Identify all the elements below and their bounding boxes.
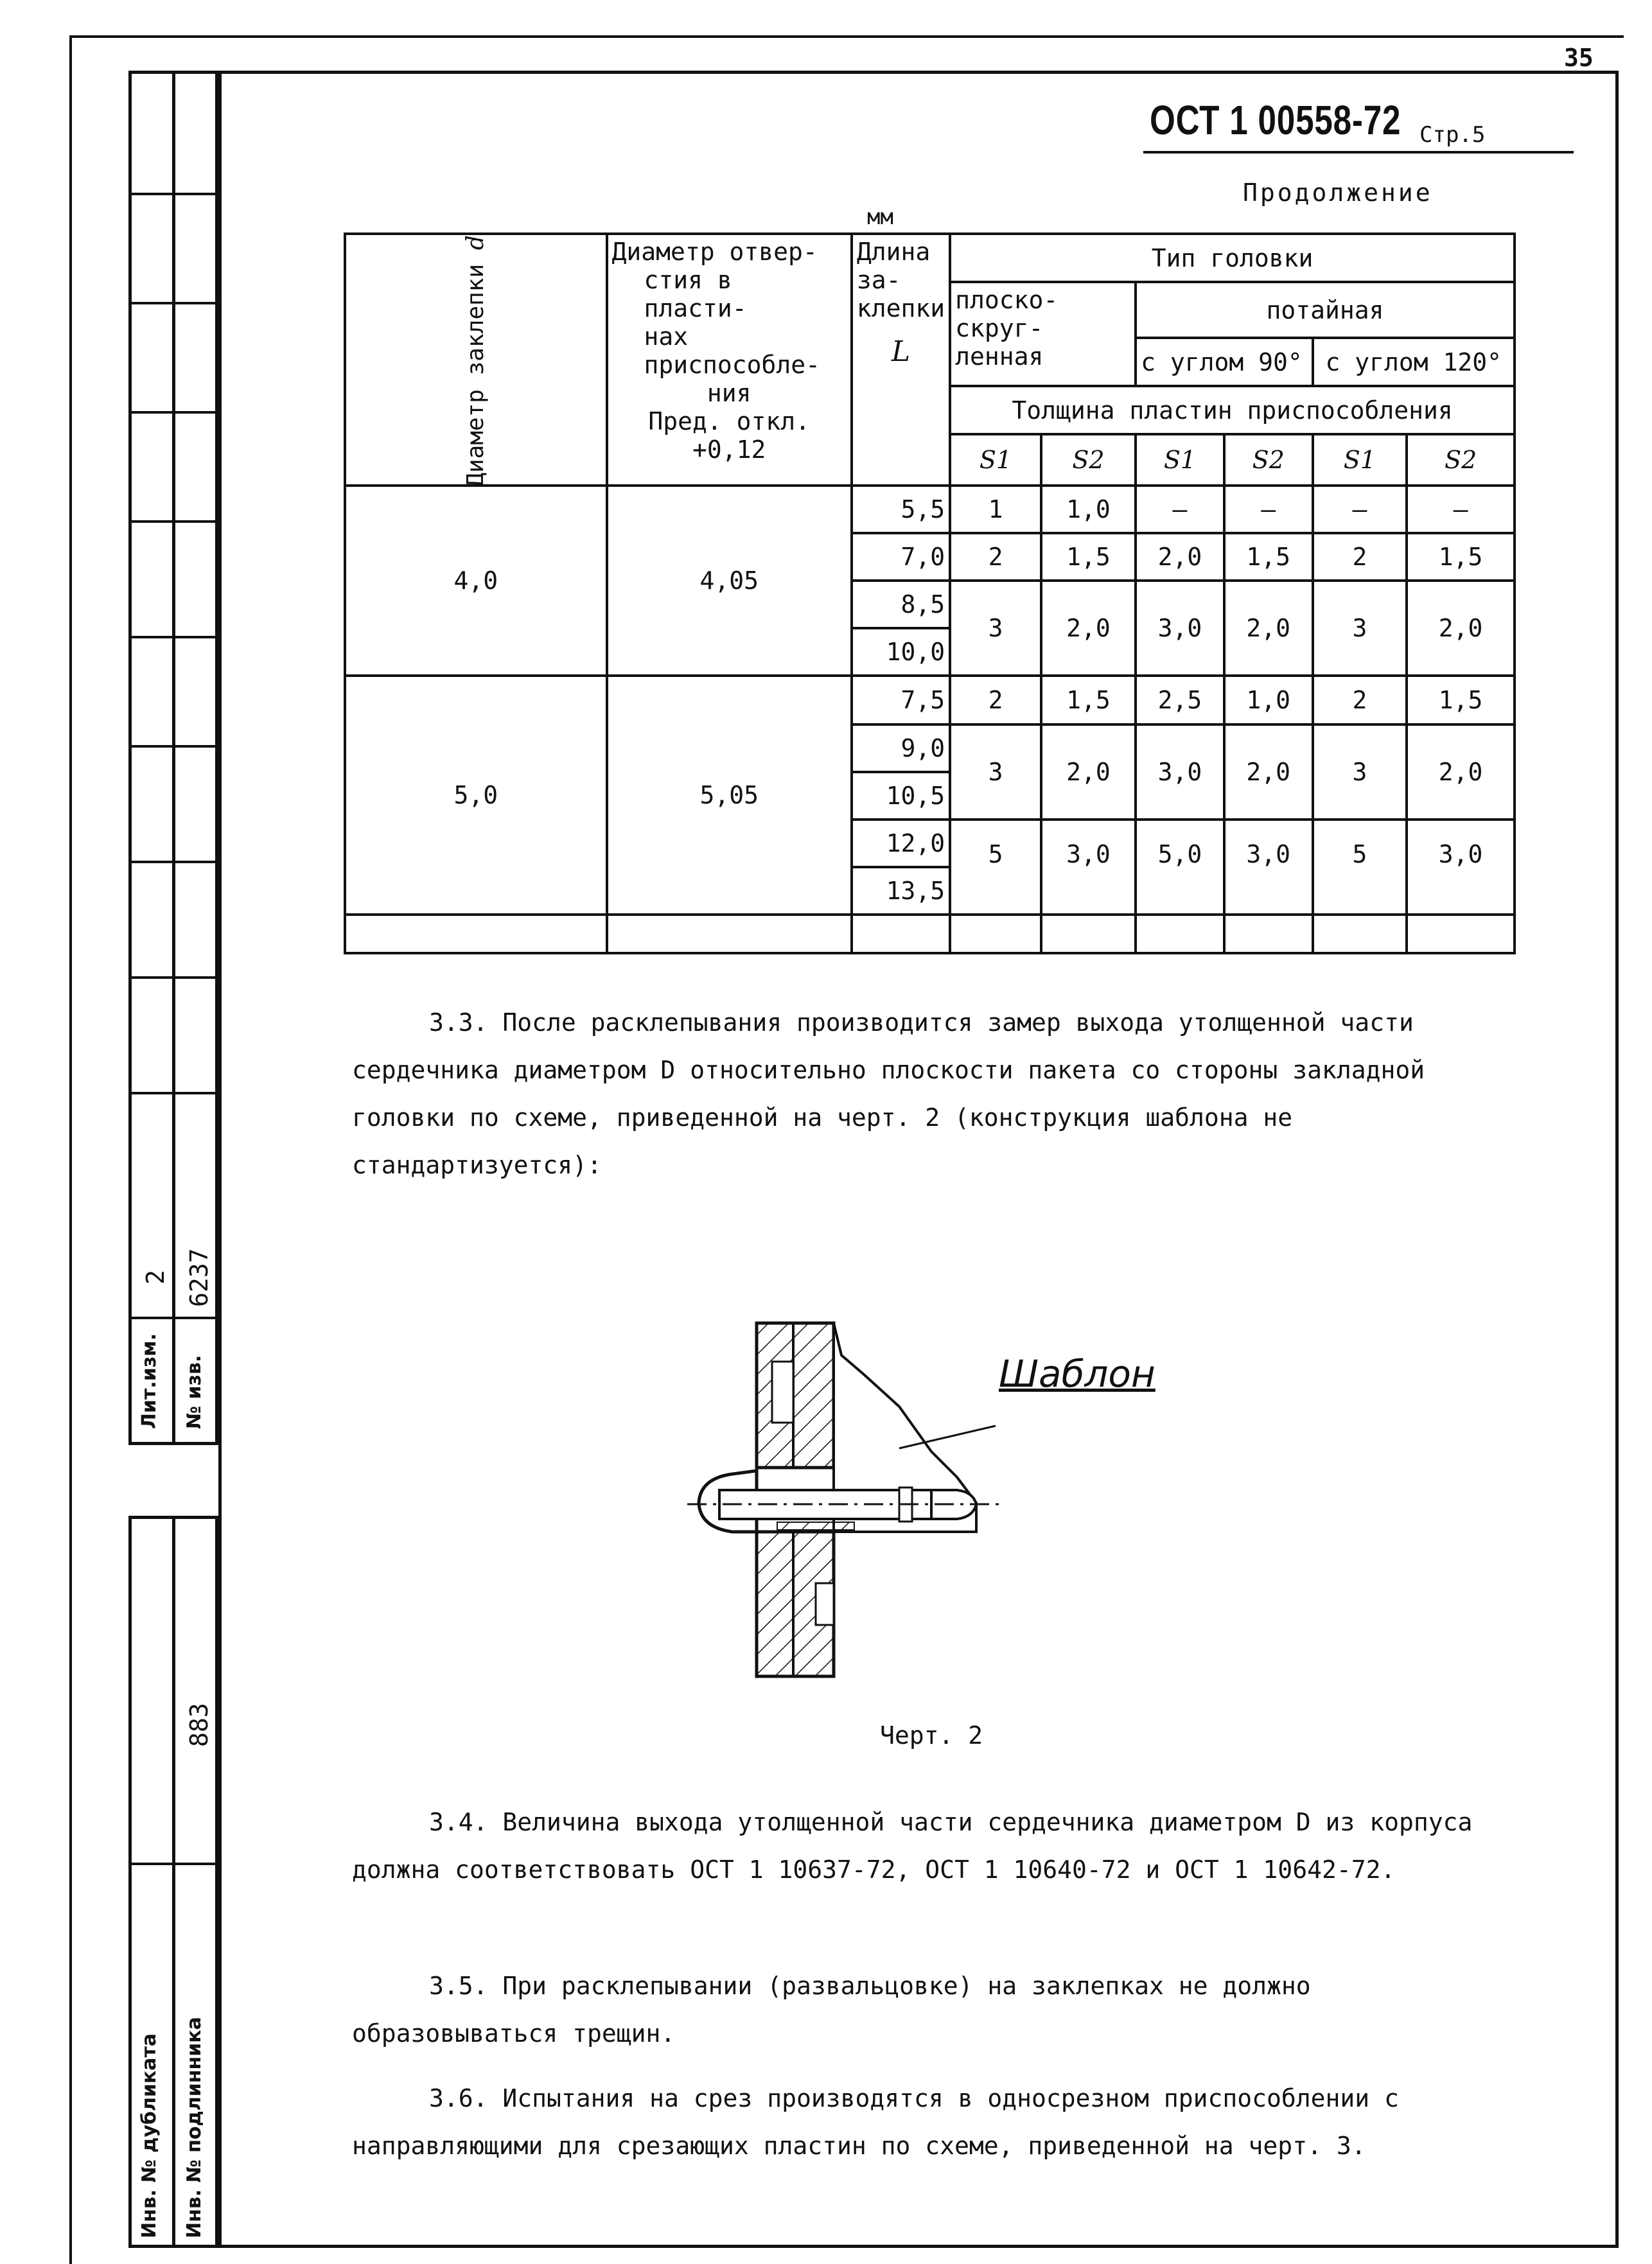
no-izv-value: 6237 bbox=[185, 1248, 213, 1307]
cell-value: 3 bbox=[950, 724, 1041, 820]
header-flat-round-line: плоско-скруг- bbox=[955, 286, 1059, 342]
stamp-grid-line bbox=[128, 1092, 218, 1094]
stamp-grid-line bbox=[128, 1317, 218, 1319]
page-number: 35 bbox=[1564, 44, 1594, 72]
cell-value: 5 bbox=[950, 820, 1041, 915]
cell-value: 5 bbox=[1313, 820, 1407, 915]
cell-value: – bbox=[1224, 486, 1313, 533]
header-hole-diameter bbox=[607, 234, 852, 486]
cell-hole: 4,05 bbox=[607, 486, 852, 676]
stamp-grid-line bbox=[128, 745, 218, 748]
cell-value: 2,0 bbox=[1041, 724, 1136, 820]
header-diameter-text: Диаметр заклепки bbox=[462, 263, 489, 487]
cell-value: 3,0 bbox=[1224, 820, 1313, 915]
document-code: ОСТ 1 00558-72 bbox=[1150, 97, 1402, 143]
cell-value: 1,5 bbox=[1407, 533, 1515, 581]
header-length-symbol: L bbox=[891, 335, 911, 368]
header-s2: S2 bbox=[1407, 434, 1515, 486]
cell-diameter: 5,0 bbox=[345, 676, 607, 915]
lit-izm-label: Лит.изм. bbox=[138, 1333, 161, 1429]
cell-value: 2,0 bbox=[1407, 724, 1515, 820]
header-hole-line: нах приспособле- bbox=[644, 322, 821, 379]
header-length bbox=[852, 234, 950, 486]
header-s1: S1 bbox=[1136, 434, 1224, 486]
cell-value: 2,0 bbox=[1136, 533, 1224, 581]
cell-length: 13,5 bbox=[852, 867, 950, 915]
inv-podl-label: Инв. № подлинника bbox=[183, 2017, 206, 2238]
cell-value: 3,0 bbox=[1407, 820, 1515, 915]
cell-length: 7,5 bbox=[852, 676, 950, 724]
stamp-grid-line bbox=[128, 976, 218, 979]
header-hole-line: ния bbox=[707, 379, 751, 407]
cell-value: 3 bbox=[950, 581, 1041, 676]
header-countersunk: потайная bbox=[1136, 282, 1515, 338]
paragraph-3-3: 3.3. После расклепывания производится замер выхода утолщенной части сердечника диаметром D относительно плоскости пакета со стороны закладной головки по схеме, приведенной на черт. 2 (конструкция шаблона не стандартизуется): bbox=[352, 1008, 1425, 1179]
cell-value: 1,5 bbox=[1041, 676, 1136, 724]
header-diameter bbox=[463, 235, 489, 487]
stamp-grid-line bbox=[128, 302, 218, 304]
document-page-label: Стр.5 bbox=[1419, 122, 1486, 148]
header-length-line: Длина bbox=[856, 238, 931, 266]
inv-dubl-label: Инв. № дубликата bbox=[138, 2033, 161, 2238]
cell-value: 1,0 bbox=[1224, 676, 1313, 724]
no-izv-label: № изв. bbox=[183, 1355, 206, 1429]
lit-izm-value: 2 bbox=[141, 1270, 170, 1285]
cell-value: 2,0 bbox=[1224, 581, 1313, 676]
figure-caption: Черт. 2 bbox=[880, 1721, 983, 1750]
cell-length: 5,5 bbox=[852, 486, 950, 533]
rivet-spec-table bbox=[344, 233, 1516, 954]
cell-value: – bbox=[1407, 486, 1515, 533]
cell-diameter: 4,0 bbox=[345, 486, 607, 676]
cell-hole: 5,05 bbox=[607, 676, 852, 915]
cell-value: 3 bbox=[1313, 581, 1407, 676]
cell-value: 2 bbox=[950, 533, 1041, 581]
table-row bbox=[345, 676, 1515, 724]
cell-value: 3,0 bbox=[1136, 724, 1224, 820]
cell-value: 2 bbox=[950, 676, 1041, 724]
header-plate-thickness: Толщина пластин приспособления bbox=[950, 386, 1515, 434]
cell-length: 7,0 bbox=[852, 533, 950, 581]
header-hole-line: Диаметр отвер- bbox=[611, 238, 818, 266]
stamp-grid-line bbox=[128, 411, 218, 414]
header-s1: S1 bbox=[950, 434, 1041, 486]
paragraph-3-5: 3.5. При расклепывании (развальцовке) на заклепках не должно образовываться трещин. bbox=[352, 1972, 1311, 2048]
cell-value: 1,5 bbox=[1224, 533, 1313, 581]
header-flat-round bbox=[950, 282, 1136, 386]
stamp-grid-line bbox=[128, 636, 218, 638]
header-diameter-symbol: d bbox=[462, 235, 489, 250]
cell-value: 2 bbox=[1313, 676, 1407, 724]
page-edge-line bbox=[69, 35, 72, 2264]
table-row bbox=[345, 486, 1515, 533]
paragraph-3-4: 3.4. Величина выхода утолщенной части сердечника диаметром D из корпуса должна соответствовать ОСТ 1 10637-72, ОСТ 1 10640-72 и ОСТ 1 10642-72. bbox=[352, 1808, 1473, 1884]
stamp-grid-line bbox=[128, 861, 218, 863]
cell-length: 10,5 bbox=[852, 772, 950, 820]
stamp-grid-line bbox=[128, 1863, 218, 1865]
stamp-grid-line bbox=[128, 193, 218, 195]
cell-value: 3,0 bbox=[1041, 820, 1136, 915]
cell-value: 1 bbox=[950, 486, 1041, 533]
cell-length: 9,0 bbox=[852, 724, 950, 772]
header-s1: S1 bbox=[1313, 434, 1407, 486]
cell-value: 3,0 bbox=[1136, 581, 1224, 676]
cell-value: 3 bbox=[1313, 724, 1407, 820]
header-hole-line: Пред. откл. bbox=[648, 407, 811, 435]
header-underline bbox=[1143, 151, 1574, 154]
header-hole-line: стия в пласти- bbox=[644, 266, 747, 322]
rivet-gauge-figure bbox=[681, 1310, 1015, 1689]
cell-value: 2 bbox=[1313, 533, 1407, 581]
cell-value: 2,0 bbox=[1041, 581, 1136, 676]
header-diameter-cell bbox=[345, 234, 607, 486]
header-length-line: за- bbox=[856, 266, 901, 294]
side-stamp-divider bbox=[172, 71, 175, 1445]
plate-upper bbox=[757, 1323, 834, 1468]
continuation-label: Продолжение bbox=[1243, 179, 1433, 207]
cell-value: 2,0 bbox=[1407, 581, 1515, 676]
table-row-spacer bbox=[345, 915, 1515, 953]
header-hole-line: +0,12 bbox=[692, 435, 766, 464]
units-label: мм bbox=[867, 204, 893, 230]
header-angle-120: с углом 120° bbox=[1313, 338, 1515, 386]
inv-podl-value: 883 bbox=[185, 1703, 213, 1747]
header-angle-90: с углом 90° bbox=[1136, 338, 1313, 386]
cell-value: – bbox=[1136, 486, 1224, 533]
header-s2: S2 bbox=[1041, 434, 1136, 486]
cell-value: 5,0 bbox=[1136, 820, 1224, 915]
paragraph-3-6: 3.6. Испытания на срез производятся в односрезном приспособлении с направляющими для срезающих пластин по схеме, приведенной на черт. 3. bbox=[352, 2084, 1399, 2160]
figure-label-template: Шаблон bbox=[999, 1352, 1156, 1396]
cell-length: 8,5 bbox=[852, 581, 950, 628]
cell-length: 12,0 bbox=[852, 820, 950, 867]
header-s2: S2 bbox=[1224, 434, 1313, 486]
header-head-type: Тип головки bbox=[950, 234, 1515, 282]
stamp-grid-line bbox=[128, 520, 218, 523]
header-flat-round-line: ленная bbox=[955, 342, 1044, 371]
top-border-line bbox=[69, 35, 1624, 38]
cell-value: 1,0 bbox=[1041, 486, 1136, 533]
side-stamp-divider bbox=[172, 1516, 175, 2248]
header-length-line: клепки bbox=[856, 294, 945, 322]
cell-value: – bbox=[1313, 486, 1407, 533]
cell-value: 1,5 bbox=[1041, 533, 1136, 581]
cell-length: 10,0 bbox=[852, 628, 950, 676]
cell-value: 2,0 bbox=[1224, 724, 1313, 820]
cell-value: 1,5 bbox=[1407, 676, 1515, 724]
cell-value: 2,5 bbox=[1136, 676, 1224, 724]
